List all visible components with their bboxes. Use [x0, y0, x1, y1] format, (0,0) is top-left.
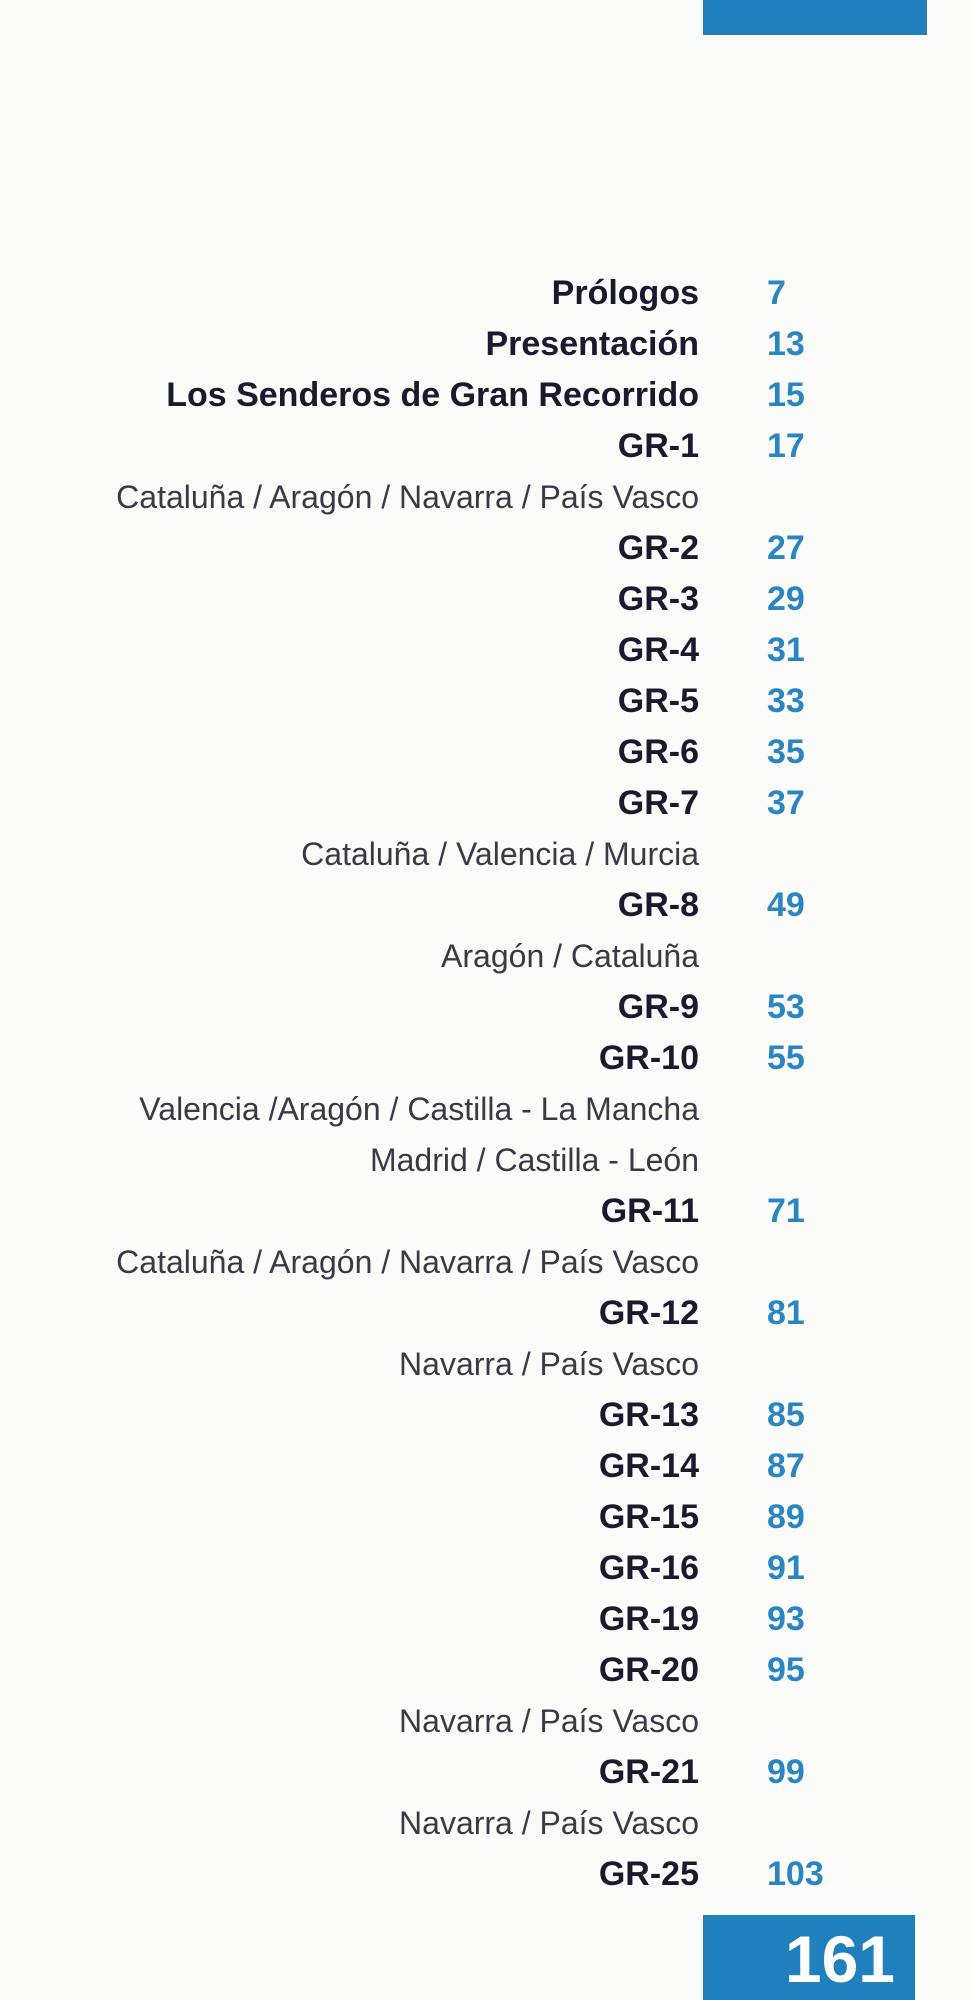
toc-region-text: Cataluña / Aragón / Navarra / País Vasco — [116, 1244, 699, 1280]
toc-entry-page: 95 — [767, 1651, 805, 1689]
toc-entry-title: GR-14 — [598, 1447, 699, 1485]
toc-entry-title: Los Senderos de Gran Recorrido — [166, 376, 699, 414]
toc-entry-title: GR-13 — [598, 1396, 699, 1434]
toc-region-subtitle — [0, 1339, 971, 1390]
toc-entry-title: GR-3 — [617, 580, 699, 618]
toc-region-subtitle — [0, 472, 971, 523]
toc-entry-page: 35 — [767, 733, 805, 771]
toc-entry-page: 91 — [767, 1549, 805, 1587]
toc-entry-page: 33 — [767, 682, 805, 720]
toc-entry — [0, 1747, 971, 1798]
toc-entry-title: GR-2 — [617, 529, 699, 567]
toc-entry — [0, 1288, 971, 1339]
toc-entry-page: 13 — [767, 325, 805, 363]
toc-region-text: Navarra / País Vasco — [399, 1703, 699, 1739]
toc-region-text: Valencia /Aragón / Castilla - La Mancha — [139, 1091, 699, 1127]
toc-entry-page: 49 — [767, 886, 805, 924]
toc-region-subtitle — [0, 829, 971, 880]
toc-entry-page: 27 — [767, 529, 805, 567]
toc-entry-title: GR-20 — [598, 1651, 699, 1689]
toc-entry — [0, 268, 971, 319]
toc-entry-title: GR-6 — [617, 733, 699, 771]
toc-entry-page: 103 — [767, 1855, 824, 1893]
toc-region-subtitle — [0, 931, 971, 982]
toc-entry-title: GR-5 — [617, 682, 699, 720]
toc-entry-title: Presentación — [485, 325, 699, 363]
toc-entry-page: 99 — [767, 1753, 805, 1791]
toc-entry — [0, 1390, 971, 1441]
toc-entry-page: 17 — [767, 427, 805, 465]
toc-entry-page: 29 — [767, 580, 805, 618]
toc-entry — [0, 1186, 971, 1237]
toc-entry — [0, 625, 971, 676]
toc-entry-page: 15 — [767, 376, 805, 414]
toc-entry-title: GR-12 — [598, 1294, 699, 1332]
toc-entry-page: 7 — [767, 274, 786, 312]
toc-entry — [0, 1492, 971, 1543]
toc-entry-title: GR-8 — [617, 886, 699, 924]
toc-region-subtitle — [0, 1696, 971, 1747]
toc-entry-page: 87 — [767, 1447, 805, 1485]
toc-entry-title: GR-7 — [617, 784, 699, 822]
toc-entry-title: GR-4 — [617, 631, 699, 669]
toc-region-text: Cataluña / Aragón / Navarra / País Vasco — [116, 479, 699, 515]
toc-entry-title: GR-15 — [598, 1498, 699, 1536]
toc-entry-title: GR-1 — [617, 427, 699, 465]
toc-entry-title: GR-11 — [600, 1192, 699, 1230]
toc-entry — [0, 880, 971, 931]
toc-region-subtitle — [0, 1798, 971, 1849]
toc-region-text: Navarra / País Vasco — [399, 1346, 699, 1382]
toc-entry — [0, 319, 971, 370]
toc-entry-title: GR-19 — [598, 1600, 699, 1638]
toc-entry — [0, 1441, 971, 1492]
toc-entry-page: 85 — [767, 1396, 805, 1434]
toc-entry — [0, 421, 971, 472]
toc-entry-title: GR-9 — [617, 988, 699, 1026]
toc-entry-title: GR-21 — [598, 1753, 699, 1791]
toc-entry — [0, 727, 971, 778]
toc-entry-page: 37 — [767, 784, 805, 822]
toc-entry-page: 81 — [767, 1294, 805, 1332]
page-number: 161 — [784, 1922, 895, 1996]
toc-entry-page: 55 — [767, 1039, 805, 1077]
toc-entry-title: GR-16 — [598, 1549, 699, 1587]
toc-entry-page: 93 — [767, 1600, 805, 1638]
top-color-tab — [703, 0, 927, 35]
page-number-box — [703, 1915, 915, 2000]
toc-region-text: Aragón / Cataluña — [441, 938, 699, 974]
toc-entry-page: 89 — [767, 1498, 805, 1536]
toc-region-text: Madrid / Castilla - León — [369, 1142, 699, 1178]
toc-entry-title: GR-10 — [598, 1039, 699, 1077]
toc-entry — [0, 523, 971, 574]
toc-entry — [0, 778, 971, 829]
toc-region-subtitle — [0, 1135, 971, 1186]
toc-entry-title: Prólogos — [551, 274, 699, 312]
toc-entry-page: 71 — [767, 1192, 805, 1230]
toc-region-text: Cataluña / Valencia / Murcia — [301, 836, 699, 872]
toc-entry-page: 53 — [767, 988, 805, 1026]
toc-entry — [0, 676, 971, 727]
toc-entry — [0, 982, 971, 1033]
toc-entry — [0, 1645, 971, 1696]
toc-entry-page: 31 — [767, 631, 805, 669]
toc-entry — [0, 1594, 971, 1645]
toc-entry-title: GR-25 — [598, 1855, 699, 1893]
toc-entry — [0, 1543, 971, 1594]
toc-entry — [0, 1033, 971, 1084]
toc-entry — [0, 370, 971, 421]
toc-region-subtitle — [0, 1084, 971, 1135]
toc-region-text: Navarra / País Vasco — [399, 1805, 699, 1841]
toc-entry — [0, 1849, 971, 1900]
toc-entry — [0, 574, 971, 625]
toc-region-subtitle — [0, 1237, 971, 1288]
